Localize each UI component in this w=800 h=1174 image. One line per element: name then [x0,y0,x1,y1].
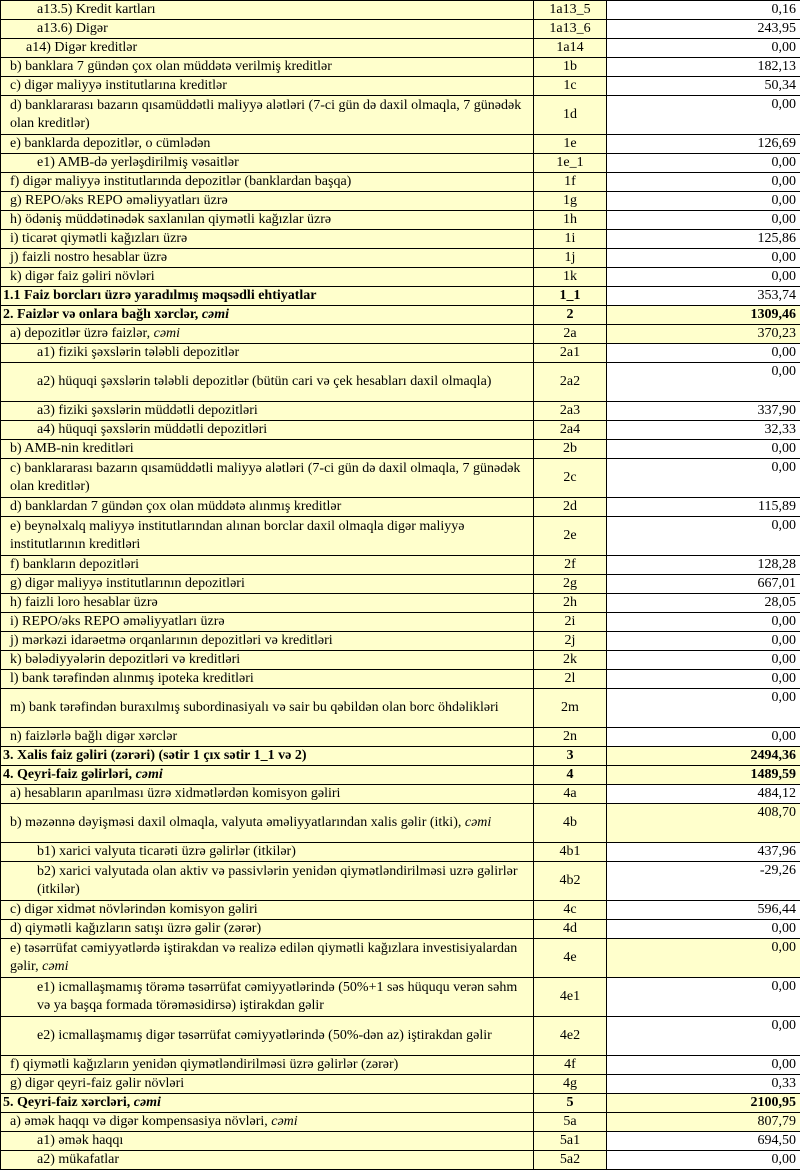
row-label: b1) xarici valyuta ticarəti üzrə gəlirlər (itkilər) [1,843,534,862]
row-code: 2g [534,575,607,594]
row-code: 1d [534,96,607,135]
row-label: n) faizlərlə bağlı digər xərclər [1,728,534,747]
row-value: 353,74 [607,287,800,306]
row-value: 0,00 [607,689,800,728]
row-label: 5. Qeyri-faiz xərcləri, cəmi [1,1094,534,1113]
row-value: 370,23 [607,325,800,344]
table-row [1,632,800,651]
row-value: 0,00 [607,1056,800,1075]
row-label-emphasis: cəmi [42,959,69,974]
table-row [1,978,800,1017]
row-value: 243,95 [607,20,800,39]
row-label: k) digər faiz gəliri növləri [1,268,534,287]
row-value: 182,13 [607,58,800,77]
row-label: a) depozitlər üzrə faizlər, cəmi [1,325,534,344]
row-label: f) qiymətli kağızların yenidən qiymətləndirilməsi üzrə gəlirlər (zərər) [1,1056,534,1075]
row-value: 0,00 [607,670,800,689]
table-row [1,77,800,96]
row-label: e1) icmallaşmamış törəmə təsərrüfat cəmiyyətlərində (50%+1 səs hüququ verən səhm və ya başqa formada törəməsidirsə) iştirakdan gəlir [1,978,534,1017]
table-row [1,651,800,670]
row-value: 0,00 [607,363,800,402]
row-label: b2) xarici valyutada olan aktiv və passivlərin yenidən qiymətləndirilməsi uzrə gəlirlər (itkilər) [1,862,534,901]
row-value: 0,00 [607,440,800,459]
row-label: a) hesabların aparılması üzrə xidmətlərdən komisyon gəliri [1,785,534,804]
row-label: d) banklardan 7 gündən çox olan müddətə alınmış kreditlər [1,498,534,517]
row-label: c) banklararası bazarın qısamüddətli maliyyə alətləri (7-ci gün də daxil olmaqla, 7 günədək olan kreditlər) [1,459,534,498]
row-code: 4c [534,901,607,920]
table-row [1,1113,800,1132]
table-row [1,613,800,632]
table-row [1,1075,800,1094]
table-row [1,402,800,421]
row-code: 1a14 [534,39,607,58]
table-row [1,363,800,402]
row-value: 115,89 [607,498,800,517]
table-row [1,575,800,594]
row-label: a3) fiziki şəxslərin müddətli depozitləri [1,402,534,421]
row-label: b) məzənnə dəyişməsi daxil olmaqla, valyuta əməliyyatlarından xalis gəlir (itki), cəmi [1,804,534,843]
row-code: 5 [534,1094,607,1113]
row-value: 0,00 [607,1017,800,1056]
table-row [1,39,800,58]
row-value: 0,00 [607,517,800,556]
row-code: 4d [534,920,607,939]
row-code: 2h [534,594,607,613]
row-label: a) əmək haqqı və digər kompensasiya növləri, cəmi [1,1113,534,1132]
table-row [1,173,800,192]
row-code: 4b2 [534,862,607,901]
row-code: 4e2 [534,1017,607,1056]
table-row [1,1151,800,1170]
table-row [1,556,800,575]
table-row [1,344,800,363]
row-code: 1j [534,249,607,268]
table-row [1,96,800,135]
table-row [1,230,800,249]
table-row [1,1,800,20]
row-code: 2a2 [534,363,607,402]
row-value: 0,00 [607,192,800,211]
row-code: 1f [534,173,607,192]
row-label: a1) fiziki şəxslərin tələbli depozitlər [1,344,534,363]
table-row [1,670,800,689]
row-label: b) AMB-nin kreditləri [1,440,534,459]
row-label: e) banklarda depozitlər, o cümlədən [1,135,534,154]
row-label: a13.6) Digər [1,20,534,39]
row-code: 5a [534,1113,607,1132]
row-label: j) faizli nostro hesablar üzrə [1,249,534,268]
row-code: 2 [534,306,607,325]
table-row [1,154,800,173]
row-label: 4. Qeyri-faiz gəlirləri, cəmi [1,766,534,785]
row-label: c) digər maliyyə institutlarına kreditlər [1,77,534,96]
row-label: 2. Faizlər və onlara bağlı xərclər, cəmi [1,306,534,325]
row-label-emphasis: cəmi [201,307,230,322]
row-code: 1c [534,77,607,96]
table-body [1,1,800,1170]
row-value: 0,33 [607,1075,800,1094]
table-row [1,728,800,747]
row-code: 4g [534,1075,607,1094]
row-label: h) faizli loro hesablar üzrə [1,594,534,613]
row-value: 2494,36 [607,747,800,766]
row-value: 0,00 [607,728,800,747]
table-row [1,498,800,517]
row-label: e) təsərrüfat cəmiyyətlərdə iştirakdan və realizə edilən qiymətli kağızlara investisiyalardan gəlir, cəmi [1,939,534,978]
row-label-emphasis: cəmi [153,326,181,341]
row-label: h) ödəniş müddətinədək saxlanılan qiymətli kağızlar üzrə [1,211,534,230]
row-code: 2e [534,517,607,556]
row-value: 0,00 [607,249,800,268]
table-row [1,1094,800,1113]
row-code: 2l [534,670,607,689]
row-value: 32,33 [607,421,800,440]
table-row [1,192,800,211]
row-code: 4f [534,1056,607,1075]
row-code: 2f [534,556,607,575]
row-value: 128,28 [607,556,800,575]
row-code: 5a1 [534,1132,607,1151]
table-row [1,459,800,498]
row-code: 2n [534,728,607,747]
row-label: b) banklara 7 gündən çox olan müddətə verilmiş kreditlər [1,58,534,77]
table-row [1,901,800,920]
row-code: 1e [534,135,607,154]
table-row [1,58,800,77]
table-row [1,1132,800,1151]
row-value: 337,90 [607,402,800,421]
row-value: 1309,46 [607,306,800,325]
row-value: 125,86 [607,230,800,249]
table-row [1,689,800,728]
row-label: c) digər xidmət növlərindən komisyon gəliri [1,901,534,920]
table-row [1,287,800,306]
row-code: 1g [534,192,607,211]
row-code: 4b [534,804,607,843]
row-value: 0,00 [607,632,800,651]
row-value: 0,00 [607,939,800,978]
row-code: 1k [534,268,607,287]
row-value: 807,79 [607,1113,800,1132]
row-value: 0,00 [607,268,800,287]
row-value: 50,34 [607,77,800,96]
row-code: 4e1 [534,978,607,1017]
row-code: 2b [534,440,607,459]
row-value: 408,70 [607,804,800,843]
row-code: 2a3 [534,402,607,421]
table-row [1,920,800,939]
table-row [1,211,800,230]
row-code: 2a [534,325,607,344]
row-code: 1h [534,211,607,230]
row-value: 0,00 [607,613,800,632]
row-value: 596,44 [607,901,800,920]
row-code: 2j [534,632,607,651]
row-value: -29,26 [607,862,800,901]
row-value: 28,05 [607,594,800,613]
row-label: k) bələdiyyələrin depozitləri və kreditləri [1,651,534,670]
row-label-emphasis: cəmi [464,815,492,830]
row-value: 694,50 [607,1132,800,1151]
table-row [1,306,800,325]
table-row [1,249,800,268]
row-code: 2m [534,689,607,728]
table-row [1,517,800,556]
row-label: d) qiymətli kağızların satışı üzrə gəlir (zərər) [1,920,534,939]
row-label: i) REPO/əks REPO əməliyyatları üzrə [1,613,534,632]
table-row [1,862,800,901]
row-value: 437,96 [607,843,800,862]
row-label: g) digər maliyyə institutlarının depozitləri [1,575,534,594]
row-value: 0,16 [607,1,800,20]
row-code: 1b [534,58,607,77]
row-code: 3 [534,747,607,766]
row-code: 2c [534,459,607,498]
row-code: 1e_1 [534,154,607,173]
row-label: f) bankların depozitləri [1,556,534,575]
row-label-emphasis: cəmi [135,767,163,782]
row-code: 2a4 [534,421,607,440]
row-label: 1.1 Faiz borcları üzrə yaradılmış məqsədli ehtiyatlar [1,287,534,306]
row-label: f) digər maliyyə institutlarında depozitlər (banklardan başqa) [1,173,534,192]
row-label: j) mərkəzi idarəetmə orqanlarının depozitləri və kreditləri [1,632,534,651]
table-row [1,1056,800,1075]
row-code: 2i [534,613,607,632]
row-code: 1_1 [534,287,607,306]
row-value: 0,00 [607,459,800,498]
row-label: a14) Digər kreditlər [1,39,534,58]
row-label: l) bank tərəfindən alınmış ipoteka kreditləri [1,670,534,689]
row-value: 126,69 [607,135,800,154]
table-row [1,135,800,154]
row-label-emphasis: cəmi [271,1114,298,1129]
row-value: 0,00 [607,920,800,939]
table-row [1,421,800,440]
table-row [1,20,800,39]
row-code: 1i [534,230,607,249]
row-label: e1) AMB-də yerləşdirilmiş vəsaitlər [1,154,534,173]
row-label: m) bank tərəfindən buraxılmış subordinasiyalı və sair bu qəbildən olan borc öhdəlikləri [1,689,534,728]
table-row [1,747,800,766]
row-code: 2k [534,651,607,670]
row-value: 0,00 [607,96,800,135]
row-label: a13.5) Kredit kartları [1,1,534,20]
table-row [1,804,800,843]
table-row [1,785,800,804]
row-value: 0,00 [607,651,800,670]
row-label: a4) hüquqi şəxslərin müddətli depozitləri [1,421,534,440]
row-value: 0,00 [607,39,800,58]
row-code: 1a13_5 [534,1,607,20]
row-value: 0,00 [607,978,800,1017]
row-code: 4e [534,939,607,978]
row-label: a2) hüquqi şəxslərin tələbli depozitlər (bütün cari və çek hesabları daxil olmaqla) [1,363,534,402]
table-row [1,268,800,287]
row-label: g) REPO/əks REPO əməliyyatları üzrə [1,192,534,211]
row-label: a1) əmək haqqı [1,1132,534,1151]
row-value: 0,00 [607,154,800,173]
row-label: i) ticarət qiymətli kağızları üzrə [1,230,534,249]
row-label: 3. Xalis faiz gəliri (zərəri) (sətir 1 çıx sətir 1_1 və 2) [1,747,534,766]
row-value: 0,00 [607,211,800,230]
table-row [1,440,800,459]
row-value: 0,00 [607,1151,800,1170]
table-row [1,843,800,862]
row-label: g) digər qeyri-faiz gəlir növləri [1,1075,534,1094]
row-value: 667,01 [607,575,800,594]
table-row [1,594,800,613]
row-code: 4a [534,785,607,804]
row-label: d) banklararası bazarın qısamüddətli maliyyə alətləri (7-ci gün də daxil olmaqla, 7 günədək olan kreditlər) [1,96,534,135]
row-value: 2100,95 [607,1094,800,1113]
row-code: 2d [534,498,607,517]
row-value: 1489,59 [607,766,800,785]
table-row [1,325,800,344]
table-row [1,1017,800,1056]
table-row [1,939,800,978]
row-label: e) beynəlxalq maliyyə institutlarından alınan borclar daxil olmaqla digər maliyyə institutlarının kreditləri [1,517,534,556]
row-label: e2) icmallaşmamış digər təsərrüfat cəmiyyətlərində (50%-dən az) iştirakdan gəlir [1,1017,534,1056]
row-value: 0,00 [607,344,800,363]
row-code: 2a1 [534,344,607,363]
row-code: 4 [534,766,607,785]
row-code: 5a2 [534,1151,607,1170]
row-label: a2) mükafatlar [1,1151,534,1170]
row-value: 0,00 [607,173,800,192]
table-row [1,766,800,785]
row-code: 1a13_6 [534,20,607,39]
row-label-emphasis: cəmi [133,1095,161,1110]
row-code: 4b1 [534,843,607,862]
row-value: 484,12 [607,785,800,804]
